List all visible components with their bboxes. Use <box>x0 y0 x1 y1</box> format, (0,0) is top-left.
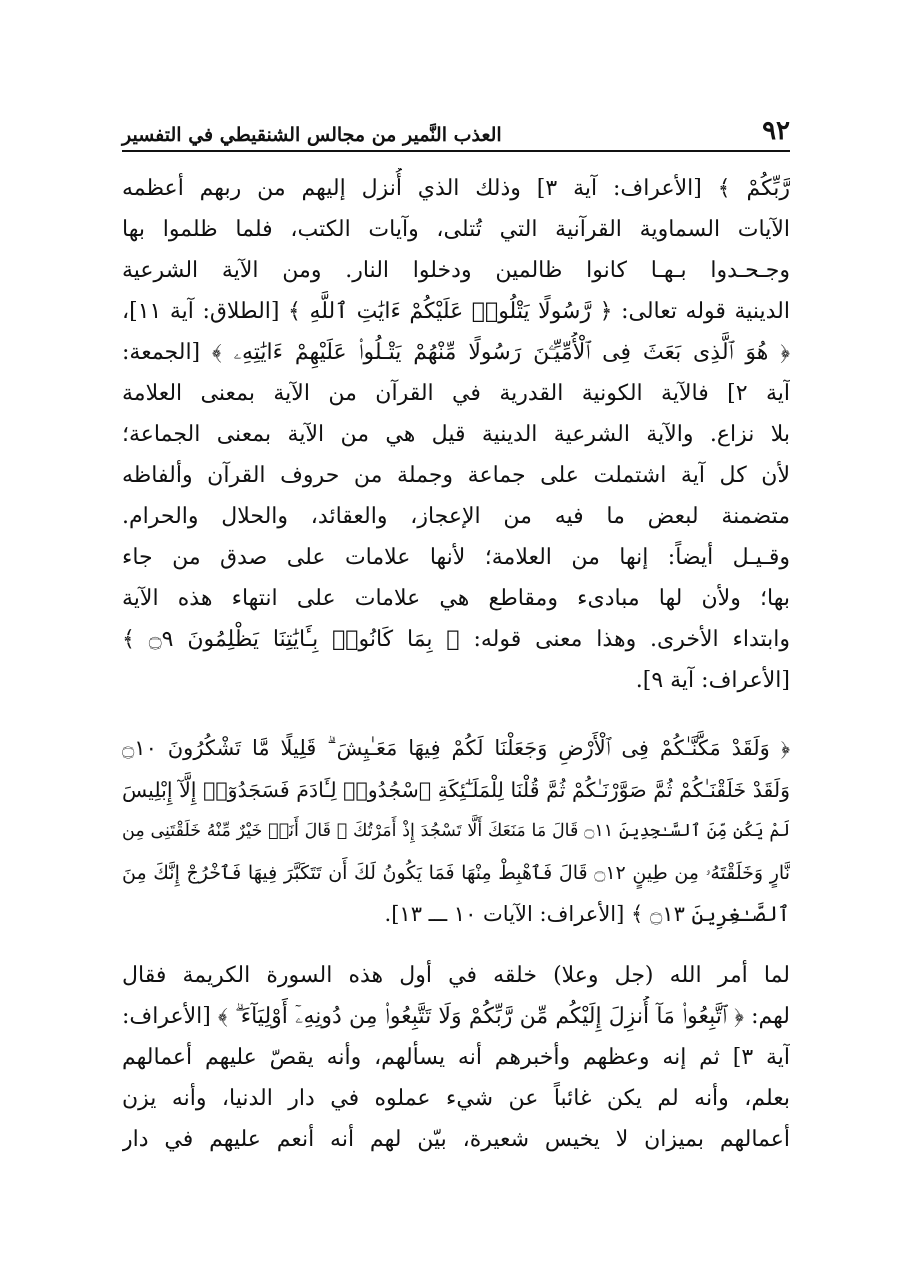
text-line: لهم: ﴿ ٱتَّبِعُوا۟ مَآ أُنزِلَ إِلَيْكُم مِّن رَّبِّكُمْ وَلَا تَتَّبِعُوا۟ مِن دُونِهِۦٓ أَوْلِيَآءَ ۗ ﴾ [الأعراف: <box>122 1004 790 1029</box>
verse-line: ﴿ وَلَقَدْ مَكَّنَّـٰكُمْ فِى ٱلْأَرْضِ وَجَعَلْنَا لَكُمْ فِيهَا مَعَـٰيِشَ ۗ قَلِيلًا مَّا تَشْكُرُونَ ۝١٠ <box>122 736 790 760</box>
paragraph-1 <box>122 168 790 701</box>
text-line: رَّبِّكُمْ ﴾ [الأعراف: آية ٣] وذلك الذي أُنزل إليهم من ربهم أعظمه <box>122 176 790 201</box>
text-line: آية ٢] فالآية الكونية القدرية في القرآن من الآية بمعنى العلامة <box>122 381 790 406</box>
quran-verses-block <box>122 728 790 936</box>
text-line: لأن كل آية اشتملت على جماعة وجملة من حروف القرآن وألفاظه <box>122 463 790 488</box>
verse-line: لَمْ يَكُن مِّنَ ٱلسَّـٰجِدِينَ ۝١١ قَالَ مَا مَنَعَكَ أَلَّا تَسْجُدَ إِذْ أَمَرْتُكَ ۖ قَالَ أَنَا۠ خَيْرٌ مِّنْهُ خَلَقْتَنِى مِن <box>122 821 790 841</box>
text-line: الدينية قوله تعالى: ﴿ رَّسُولًا يَتْلُوا۟ عَلَيْكُمْ ءَايَٰتِ ٱللَّهِ ﴾ [الطلاق: آية ١١]، <box>122 299 790 324</box>
text-line: أعمالهم بميزان لا يخيس شعيرة، بيّن لهم أنه أنعم عليهم في دار <box>122 1127 790 1152</box>
text-line: الآيات السماوية القرآنية التي تُتلى، وآيات الكتب، فلما ظلموا بها <box>122 217 790 242</box>
text-line: ﴿ هُوَ ٱلَّذِى بَعَثَ فِى ٱلْأُمِّيِّـۧنَ رَسُولًا مِّنْهُمْ يَتْـلُوا۟ عَلَيْهِمْ ءَايَٰتِهِۦ ﴾ [الجمعة: <box>122 340 790 365</box>
page-header <box>122 110 790 146</box>
running-title: العذب النَّمير من مجالس الشنقيطي في التفسير <box>122 124 502 146</box>
header-rule <box>122 150 790 152</box>
text-line: آية ٣] ثم إنه وعظهم وأخبرهم أنه يسألهم، وأنه يقصّ عليهم أعمالهم <box>122 1045 790 1070</box>
text-line: وجـحـدوا بـهـا كانوا ظالمين ودخلوا النار. ومن الآية الشرعية <box>122 258 790 283</box>
verse-line: وَلَقَدْ خَلَقْنَـٰكُمْ ثُمَّ صَوَّرْنَـٰكُمْ ثُمَّ قُلْنَا لِلْمَلَـٰٓئِكَةِ ٱسْجُدُوا۟ لِـَٔادَمَ فَسَجَدُوٓا۟ إِلَّآ إِبْلِيسَ <box>122 777 790 802</box>
text-line: [الأعراف: آية ٩]. <box>635 668 790 693</box>
text-line: بعلم، وأنه لم يكن غائباً عن شيء عملوه في دار الدنيا، وأنه يزن <box>122 1086 790 1111</box>
verse-line: نَّارٍ وَخَلَقْتَهُۥ مِن طِينٍ ۝١٢ قَالَ فَٱهْبِطْ مِنْهَا فَمَا يَكُونُ لَكَ أَن تَتَكَبَّرَ فِيهَا فَٱخْرُجْ إِنَّكَ مِنَ <box>122 861 790 884</box>
text-line: متضمنة لبعض ما فيه من الإعجاز، والعقائد، والحلال والحرام. <box>122 504 790 529</box>
page-number: ٩٢ <box>762 116 790 146</box>
text-line: بلا نزاع. والآية الشرعية الدينية قيل هي من الآية بمعنى الجماعة؛ <box>122 422 790 447</box>
verse-line: ٱلصَّـٰغِرِينَ ۝١٣ ﴾ [الأعراف: الآيات ١٠ ـــ ١٣]. <box>384 902 790 926</box>
text-line: وابتداء الأخرى. وهذا معنى قوله: ﴿ بِمَا كَانُوا۟ بِـَٔايَٰتِنَا يَظْلِمُونَ ۝٩ ﴾ <box>122 627 790 652</box>
text-line: لما أمر الله (جل وعلا) خلقه في أول هذه السورة الكريمة فقال <box>122 963 790 988</box>
paragraph-2 <box>122 955 790 1160</box>
text-line: بها؛ ولأن لها مبادىء ومقاطع هي علامات على انتهاء هذه الآية <box>122 586 790 611</box>
text-line: وقـيـل أيضاً: إنها من العلامة؛ لأنها علامات على صدق من جاء <box>122 545 790 570</box>
